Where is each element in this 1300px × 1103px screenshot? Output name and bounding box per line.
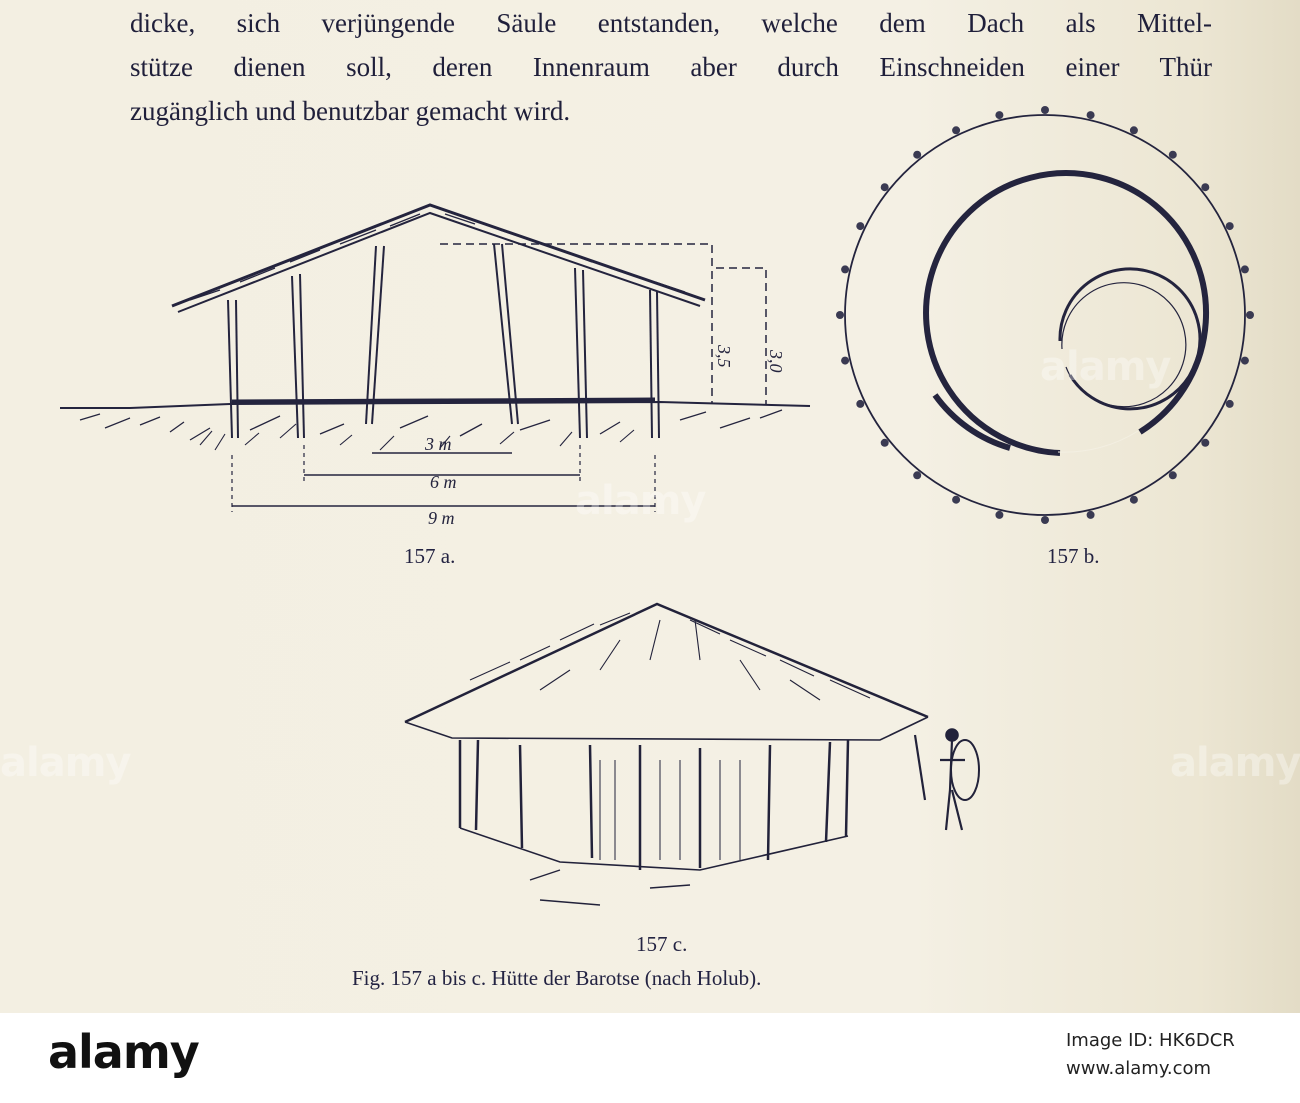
dim-span-1: 3 m <box>425 434 452 454</box>
body-text-line-2: stütze dienen soll, deren Innenraum aber durch Einschneiden einer Thür <box>130 52 1212 82</box>
post-dot <box>1226 222 1234 230</box>
post-dot <box>1130 126 1138 134</box>
post-dot <box>1087 111 1095 119</box>
post-dot <box>856 222 864 230</box>
body-text-line-3: zugänglich und benutzbar gemacht wird. <box>130 96 571 126</box>
dim-span-2: 6 m <box>430 472 457 492</box>
dim-height-2: 3,0 <box>766 350 786 373</box>
post-dot <box>913 471 921 479</box>
watermark-overlay-3: alamy <box>0 740 131 786</box>
post-dot <box>952 496 960 504</box>
figure-caption: Fig. 157 a bis c. Hütte der Barotse (nach Holub). <box>352 966 762 990</box>
figure-157b-label: 157 b. <box>1047 544 1100 568</box>
post-dot <box>1226 400 1234 408</box>
figure-157b-posts <box>836 106 1254 524</box>
post-dot <box>995 111 1003 119</box>
post-dot <box>1201 439 1209 447</box>
post-dot <box>881 183 889 191</box>
post-dot <box>952 126 960 134</box>
post-dot <box>1041 106 1049 114</box>
post-dot <box>841 357 849 365</box>
post-dot <box>856 400 864 408</box>
site-url-text: www.alamy.com <box>1066 1058 1212 1079</box>
post-dot <box>1130 496 1138 504</box>
dim-span-3: 9 m <box>428 508 455 528</box>
post-dot <box>1041 516 1049 524</box>
post-dot <box>841 265 849 273</box>
post-dot <box>1241 357 1249 365</box>
post-dot <box>995 511 1003 519</box>
alamy-logo: alamy <box>48 1025 199 1079</box>
watermark-overlay-2: alamy <box>1040 344 1171 390</box>
figure-157a-drawing <box>60 205 810 512</box>
figure-157a-label: 157 a. <box>404 544 456 568</box>
post-dot <box>1246 311 1254 319</box>
figure-157c-label: 157 c. <box>636 932 688 956</box>
body-text-line-1: dicke, sich verjüngende Säule entstanden, welche dem Dach als Mittel- <box>130 8 1212 38</box>
image-id-text: Image ID: HK6DCR <box>1066 1030 1235 1051</box>
post-dot <box>881 439 889 447</box>
post-dot <box>836 311 844 319</box>
watermark-overlay-4: alamy <box>1170 740 1300 786</box>
post-dot <box>1169 151 1177 159</box>
post-dot <box>1201 183 1209 191</box>
post-dot <box>913 151 921 159</box>
post-dot <box>1169 471 1177 479</box>
watermark-overlay-1: alamy <box>575 478 706 524</box>
post-dot <box>1241 265 1249 273</box>
dim-height-1: 3,5 <box>714 345 734 368</box>
figure-157b-drawing <box>845 115 1245 515</box>
figure-157c-drawing <box>405 604 979 905</box>
post-dot <box>1087 511 1095 519</box>
